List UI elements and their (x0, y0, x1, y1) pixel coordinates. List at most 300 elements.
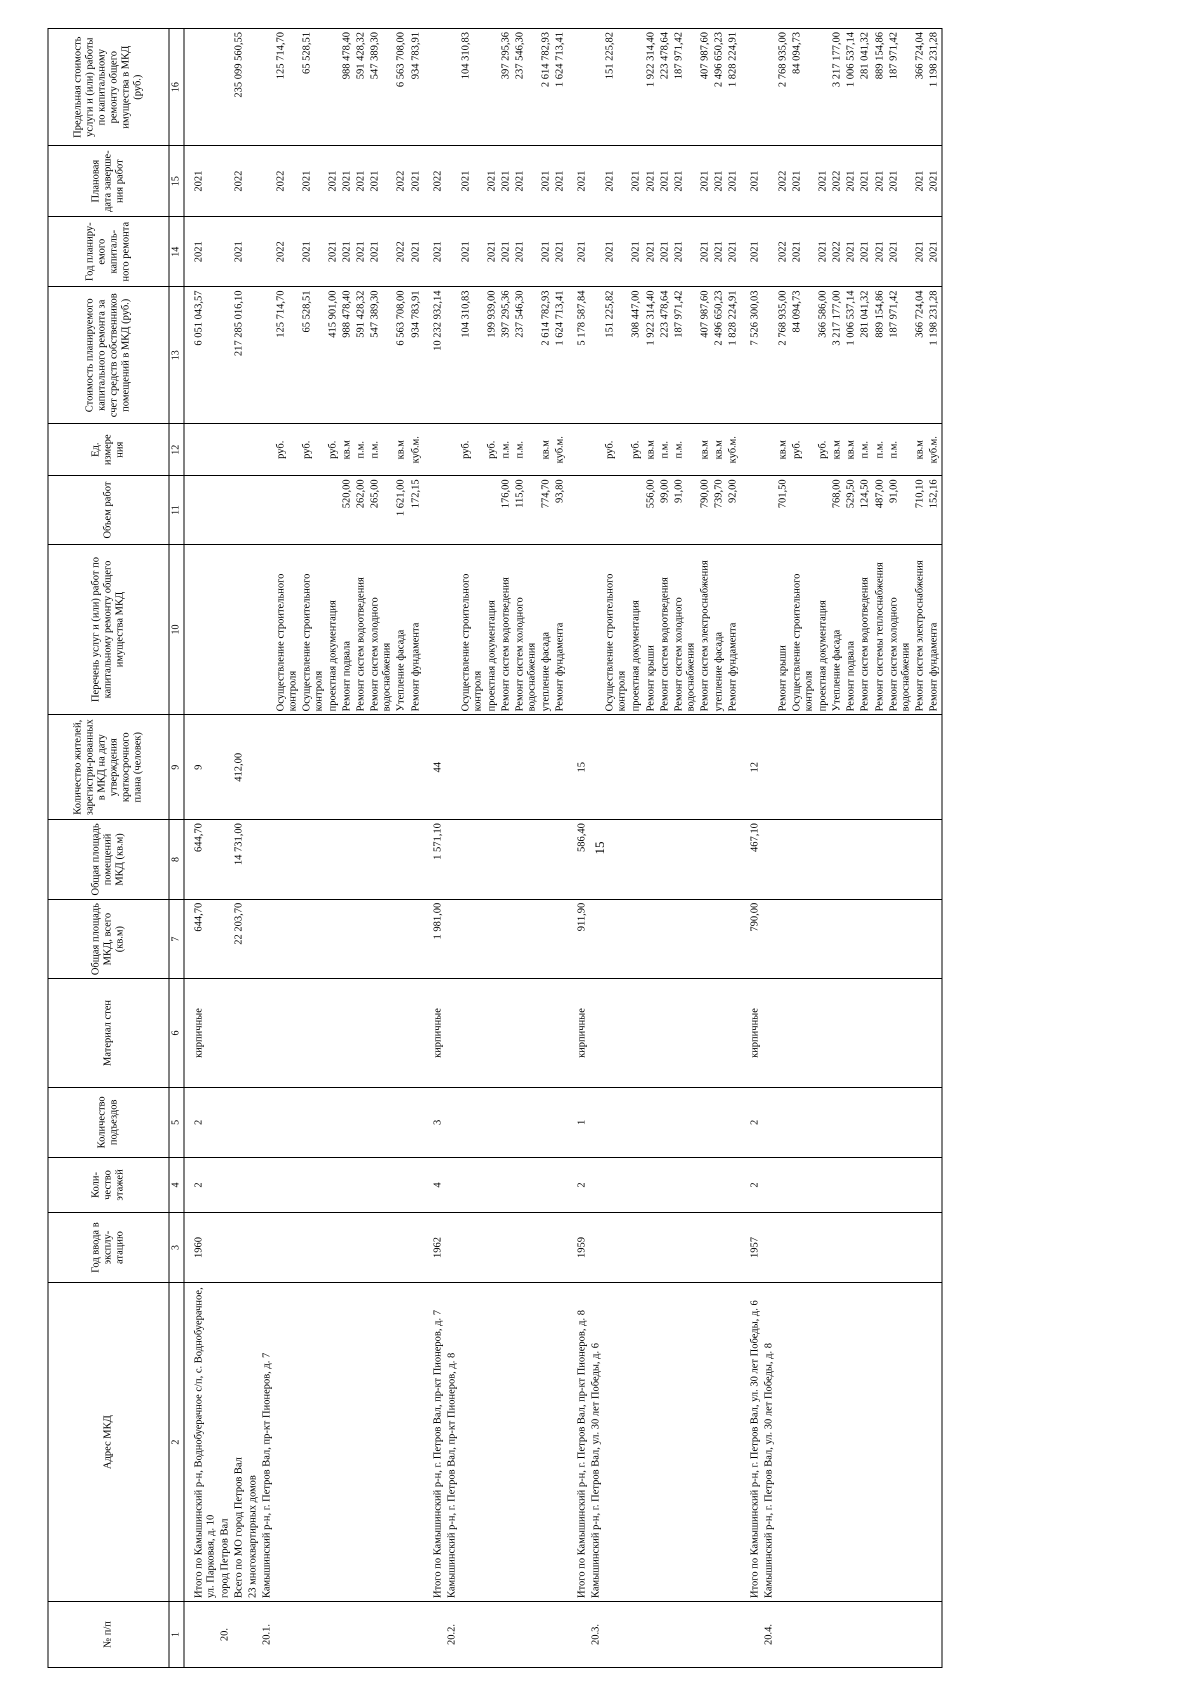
empty-cell (184, 287, 193, 424)
empty-cell (184, 1087, 193, 1158)
commission-year: 1960 (192, 1212, 218, 1283)
empty-cell (927, 1283, 942, 1602)
empty-cell (568, 1158, 576, 1213)
empty-cell (740, 1602, 748, 1668)
total-area: 790,00 (748, 899, 762, 979)
empty-cell (698, 1087, 712, 1158)
empty-cell (260, 146, 274, 217)
planned-year: 2021 (513, 216, 539, 287)
max-cost: 397 295,36 (499, 29, 513, 146)
empty-cell (499, 1158, 513, 1213)
end-date: 2021 (499, 146, 513, 217)
table-row (873, 29, 887, 1668)
empty-cell (817, 820, 831, 900)
planned-year: 2021 (301, 216, 327, 287)
work-name: Ремонт фундамента (927, 544, 942, 715)
empty-cell (232, 544, 246, 715)
table-row (887, 29, 913, 1668)
work-name: Осуществление строительного контроля (604, 544, 630, 715)
unit: кв.м (777, 424, 791, 476)
empty-cell (927, 1158, 942, 1213)
empty-cell (740, 287, 748, 424)
empty-cell (712, 1602, 726, 1668)
group-title: город Петров Вал (218, 1283, 232, 1602)
empty-cell (817, 715, 831, 820)
work-name (576, 544, 590, 715)
residents: 15 (576, 715, 590, 820)
empty-cell (260, 820, 274, 900)
work-volume: 265,00 (369, 476, 395, 544)
empty-cell (887, 1158, 913, 1213)
empty-cell (740, 216, 748, 287)
cost: 547 389,30 (369, 287, 395, 424)
header-col-10: Перечень услуг и (или) работ по капитальному ремонту общего имущества МКД (48, 544, 169, 715)
empty-cell (327, 899, 341, 979)
empty-cell (698, 899, 712, 979)
work-volume: 176,00 (499, 476, 513, 544)
unit (576, 424, 590, 476)
unit: кв.м (913, 424, 927, 476)
max-cost (327, 29, 341, 146)
page-number: 15 (592, 841, 607, 855)
empty-cell (554, 1602, 568, 1668)
work-name: Ремонт систем водоотведения (658, 544, 672, 715)
cost: 237 546,30 (513, 287, 539, 424)
end-date: 2021 (726, 146, 740, 217)
max-cost: 151 225,82 (604, 29, 630, 146)
empty-cell (246, 146, 260, 217)
planned-year: 2021 (232, 216, 246, 287)
unit: кв.м (698, 424, 712, 476)
empty-cell (712, 715, 726, 820)
empty-cell (831, 715, 845, 820)
empty-cell (630, 1283, 644, 1602)
work-name: Ремонт систем водоотведения (355, 544, 369, 715)
empty-cell (246, 979, 260, 1087)
work-volume: 99,00 (658, 476, 672, 544)
empty-cell (763, 1087, 777, 1158)
empty-cell (630, 1602, 644, 1668)
empty-cell (568, 287, 576, 424)
empty-cell (499, 1283, 513, 1602)
work-volume: 124,50 (859, 476, 873, 544)
end-date: 2021 (554, 146, 568, 217)
planned-year: 2021 (873, 216, 887, 287)
table-row (604, 29, 630, 1668)
empty-cell (859, 1212, 873, 1283)
empty-cell (831, 1212, 845, 1283)
empty-cell (887, 1602, 913, 1668)
end-date: 2021 (301, 146, 327, 217)
table-row (698, 29, 712, 1668)
cost: 187 971,42 (672, 287, 698, 424)
empty-cell (260, 1087, 274, 1158)
work-name: проектная документация (630, 544, 644, 715)
empty-cell (568, 1283, 576, 1602)
empty-cell (887, 899, 913, 979)
work-volume (459, 476, 485, 544)
empty-cell (672, 1087, 698, 1158)
empty-cell (218, 820, 232, 900)
empty-cell (644, 1087, 658, 1158)
empty-cell (540, 1158, 554, 1213)
table-row (672, 29, 698, 1668)
header-col-9: Количество жителей, зарегистри-рованных в МКД на дату утверждения краткосрочного плана (человек) (48, 715, 169, 820)
planned-year: 2021 (554, 216, 568, 287)
empty-cell (817, 979, 831, 1087)
table-row (192, 29, 218, 1668)
cost: 1 198 231,28 (927, 287, 942, 424)
empty-cell (301, 1602, 327, 1668)
empty-cell (590, 476, 604, 544)
empty-cell (554, 979, 568, 1087)
unit: кв.м (341, 424, 355, 476)
table-row (459, 29, 485, 1668)
empty-cell (763, 146, 777, 217)
table-row (831, 29, 845, 1668)
empty-cell (726, 979, 740, 1087)
table-row (777, 29, 791, 1668)
empty-cell (590, 979, 604, 1087)
empty-cell (184, 715, 193, 820)
end-date: 2021 (913, 146, 927, 217)
planned-year: 2022 (395, 216, 409, 287)
empty-cell (409, 820, 423, 900)
col-number-9: 9 (169, 715, 184, 820)
empty-cell (260, 29, 274, 146)
empty-cell (369, 1087, 395, 1158)
empty-cell (423, 1158, 431, 1213)
work-name: Ремонт систем водоотведения (499, 544, 513, 715)
work-volume: 93,80 (554, 476, 568, 544)
total-area: 644,70 (192, 899, 218, 979)
col-number-11: 11 (169, 476, 184, 544)
work-volume: 739,70 (712, 476, 726, 544)
empty-cell (341, 979, 355, 1087)
empty-cell (568, 715, 576, 820)
col-number-6: 6 (169, 979, 184, 1087)
empty-cell (763, 899, 777, 979)
table-row (748, 29, 762, 1668)
unit: п.м. (873, 424, 887, 476)
empty-cell (260, 544, 274, 715)
residents: 44 (431, 715, 445, 820)
empty-cell (301, 979, 327, 1087)
empty-cell (513, 1283, 539, 1602)
empty-cell (590, 424, 604, 476)
header-row (48, 29, 169, 1668)
cost: 366 724,04 (913, 287, 927, 424)
cost: 10 232 932,14 (431, 287, 445, 424)
col-number-10: 10 (169, 544, 184, 715)
unit: куб.м. (554, 424, 568, 476)
empty-cell (644, 1602, 658, 1668)
work-volume: 774,70 (540, 476, 554, 544)
table-row (409, 29, 423, 1668)
empty-cell (184, 1602, 193, 1668)
work-name: проектная документация (485, 544, 499, 715)
empty-cell (218, 424, 232, 476)
empty-cell (540, 899, 554, 979)
work-name (748, 544, 762, 715)
empty-cell (246, 287, 260, 424)
empty-cell (260, 424, 274, 476)
empty-cell (232, 424, 246, 476)
empty-cell (712, 820, 726, 900)
empty-cell (218, 1087, 232, 1158)
table-row (590, 29, 604, 1668)
unit: п.м. (513, 424, 539, 476)
cost: 151 225,82 (604, 287, 630, 424)
empty-cell (513, 715, 539, 820)
empty-cell (859, 1602, 873, 1668)
planned-year: 2021 (431, 216, 445, 287)
work-name: Осуществление строительного контроля (459, 544, 485, 715)
empty-cell (630, 1087, 644, 1158)
work-name: Ремонт систем холодного водоснабжения (887, 544, 913, 715)
planned-year: 2021 (630, 216, 644, 287)
end-date: 2021 (873, 146, 887, 217)
table-row (859, 29, 873, 1668)
empty-cell (554, 1283, 568, 1602)
empty-cell (763, 287, 777, 424)
max-cost: 547 389,30 (369, 29, 395, 146)
end-date: 2022 (274, 146, 300, 217)
end-date: 2021 (698, 146, 712, 217)
empty-cell (698, 979, 712, 1087)
empty-cell (355, 1158, 369, 1213)
planned-year: 2021 (576, 216, 590, 287)
empty-cell (644, 715, 658, 820)
empty-cell (274, 979, 300, 1087)
empty-cell (740, 476, 748, 544)
table-row (274, 29, 300, 1668)
empty-cell (445, 146, 459, 217)
empty-cell (395, 715, 409, 820)
empty-cell (712, 1283, 726, 1602)
empty-cell (499, 820, 513, 900)
empty-cell (327, 1283, 341, 1602)
empty-cell (445, 820, 459, 900)
empty-cell (423, 29, 431, 146)
max-cost: 889 154,86 (873, 29, 887, 146)
unit (431, 424, 445, 476)
empty-cell (459, 820, 485, 900)
end-date: 2021 (927, 146, 942, 217)
cost: 366 586,00 (817, 287, 831, 424)
empty-cell (301, 899, 327, 979)
work-volume: 556,00 (644, 476, 658, 544)
planned-year: 2021 (658, 216, 672, 287)
empty-cell (777, 979, 791, 1087)
empty-cell (590, 216, 604, 287)
empty-cell (246, 216, 260, 287)
empty-cell (485, 1283, 499, 1602)
planned-year: 2021 (485, 216, 499, 287)
planned-year: 2021 (698, 216, 712, 287)
end-date: 2021 (513, 146, 539, 217)
work-volume (630, 476, 644, 544)
planned-year: 2021 (327, 216, 341, 287)
planned-year: 2021 (604, 216, 630, 287)
empty-cell (763, 424, 777, 476)
empty-cell (740, 29, 748, 146)
empty-cell (395, 899, 409, 979)
empty-cell (791, 715, 817, 820)
table-row (630, 29, 644, 1668)
max-cost (817, 29, 831, 146)
work-volume: 710,10 (913, 476, 927, 544)
empty-cell (740, 544, 748, 715)
empty-cell (218, 216, 232, 287)
end-date: 2021 (355, 146, 369, 217)
end-date: 2022 (232, 146, 246, 217)
empty-cell (873, 1602, 887, 1668)
work-name: Ремонт систем электроснабжения (913, 544, 927, 715)
empty-cell (423, 1283, 431, 1602)
header-col-6: Материал стен (48, 979, 169, 1087)
cost: 65 528,51 (301, 287, 327, 424)
empty-cell (274, 1212, 300, 1283)
empty-cell (409, 715, 423, 820)
empty-cell (887, 820, 913, 900)
unit: кв.м (831, 424, 845, 476)
row-number (246, 1602, 260, 1668)
empty-cell (873, 1158, 887, 1213)
header-col-14: Год планиру-емого капиталь-ного ремонта (48, 216, 169, 287)
work-name: Утепление фасада (831, 544, 845, 715)
empty-cell (246, 1158, 260, 1213)
work-name: Ремонт систем холодного водоснабжения (513, 544, 539, 715)
house-number: 20.1. (260, 1602, 274, 1668)
unit: п.м. (369, 424, 395, 476)
planned-year: 2021 (499, 216, 513, 287)
max-cost: 125 714,70 (274, 29, 300, 146)
work-name: Ремонт систем холодного водоснабжения (369, 544, 395, 715)
unit: руб. (459, 424, 485, 476)
empty-cell (485, 1212, 499, 1283)
unit: руб. (630, 424, 644, 476)
work-volume (576, 476, 590, 544)
empty-cell (274, 1158, 300, 1213)
end-date: 2021 (672, 146, 698, 217)
work-name: Ремонт крыши (777, 544, 791, 715)
empty-cell (740, 979, 748, 1087)
empty-cell (777, 820, 791, 900)
col-number-4: 4 (169, 1158, 184, 1213)
empty-cell (763, 1212, 777, 1283)
table-row (927, 29, 942, 1668)
floors: 2 (576, 1158, 590, 1213)
cost: 1 006 537,14 (845, 287, 859, 424)
empty-cell (873, 899, 887, 979)
empty-cell (369, 899, 395, 979)
residents: 12 (748, 715, 762, 820)
unit: п.м. (859, 424, 873, 476)
residents: 9 (192, 715, 218, 820)
empty-cell (726, 715, 740, 820)
empty-cell (698, 715, 712, 820)
empty-cell (218, 476, 232, 544)
empty-cell (301, 820, 327, 900)
empty-cell (604, 1087, 630, 1158)
work-name: Ремонт крыши (644, 544, 658, 715)
table-row (554, 29, 568, 1668)
empty-cell (327, 1158, 341, 1213)
empty-cell (777, 715, 791, 820)
empty-cell (859, 1087, 873, 1158)
empty-cell (246, 424, 260, 476)
empty-cell (831, 1158, 845, 1213)
empty-cell (672, 1212, 698, 1283)
cost: 934 783,91 (409, 287, 423, 424)
empty-cell (246, 544, 260, 715)
unit: п.м. (499, 424, 513, 476)
empty-cell (913, 1283, 927, 1602)
empty-cell (409, 899, 423, 979)
empty-cell (791, 979, 817, 1087)
empty-cell (513, 820, 539, 900)
empty-cell (445, 1087, 459, 1158)
planned-year: 2022 (831, 216, 845, 287)
empty-cell (301, 1087, 327, 1158)
work-volume (274, 476, 300, 544)
empty-cell (395, 1283, 409, 1602)
empty-cell (395, 820, 409, 900)
empty-cell (327, 715, 341, 820)
empty-cell (513, 1212, 539, 1283)
empty-cell (218, 1212, 232, 1283)
empty-cell (423, 476, 431, 544)
work-volume (431, 476, 445, 544)
empty-cell (630, 1212, 644, 1283)
work-volume (192, 476, 218, 544)
empty-cell (726, 1158, 740, 1213)
house-count-note: 23 многоквартирных домов (246, 1283, 260, 1602)
planned-year: 2022 (777, 216, 791, 287)
work-volume: 92,00 (726, 476, 740, 544)
max-cost: 84 094,73 (791, 29, 817, 146)
empty-cell (817, 1158, 831, 1213)
empty-cell (341, 1087, 355, 1158)
unit: руб. (791, 424, 817, 476)
planned-year: 2021 (712, 216, 726, 287)
empty-cell (777, 1602, 791, 1668)
max-cost: 591 428,32 (355, 29, 369, 146)
entrances: 2 (192, 1087, 218, 1158)
empty-cell (341, 1283, 355, 1602)
empty-cell (218, 29, 232, 146)
table-row (327, 29, 341, 1668)
empty-cell (274, 1602, 300, 1668)
empty-cell (246, 1212, 260, 1283)
empty-cell (513, 1158, 539, 1213)
empty-cell (355, 715, 369, 820)
empty-cell (459, 979, 485, 1087)
empty-cell (698, 1283, 712, 1602)
max-cost: 237 546,30 (513, 29, 539, 146)
empty-cell (913, 820, 927, 900)
empty-cell (369, 715, 395, 820)
empty-cell (423, 287, 431, 424)
max-cost (630, 29, 644, 146)
premises-area: 1 571,10 (431, 820, 445, 900)
total-address: Итого по Камышинский р-н, Воднобуерачное с/п, с. Воднобуерачное, ул. Парковая, д. 10 (192, 1283, 218, 1602)
end-date: 2022 (777, 146, 791, 217)
cost: 1 922 314,40 (644, 287, 658, 424)
empty-cell (630, 820, 644, 900)
col-number-3: 3 (169, 1212, 184, 1283)
